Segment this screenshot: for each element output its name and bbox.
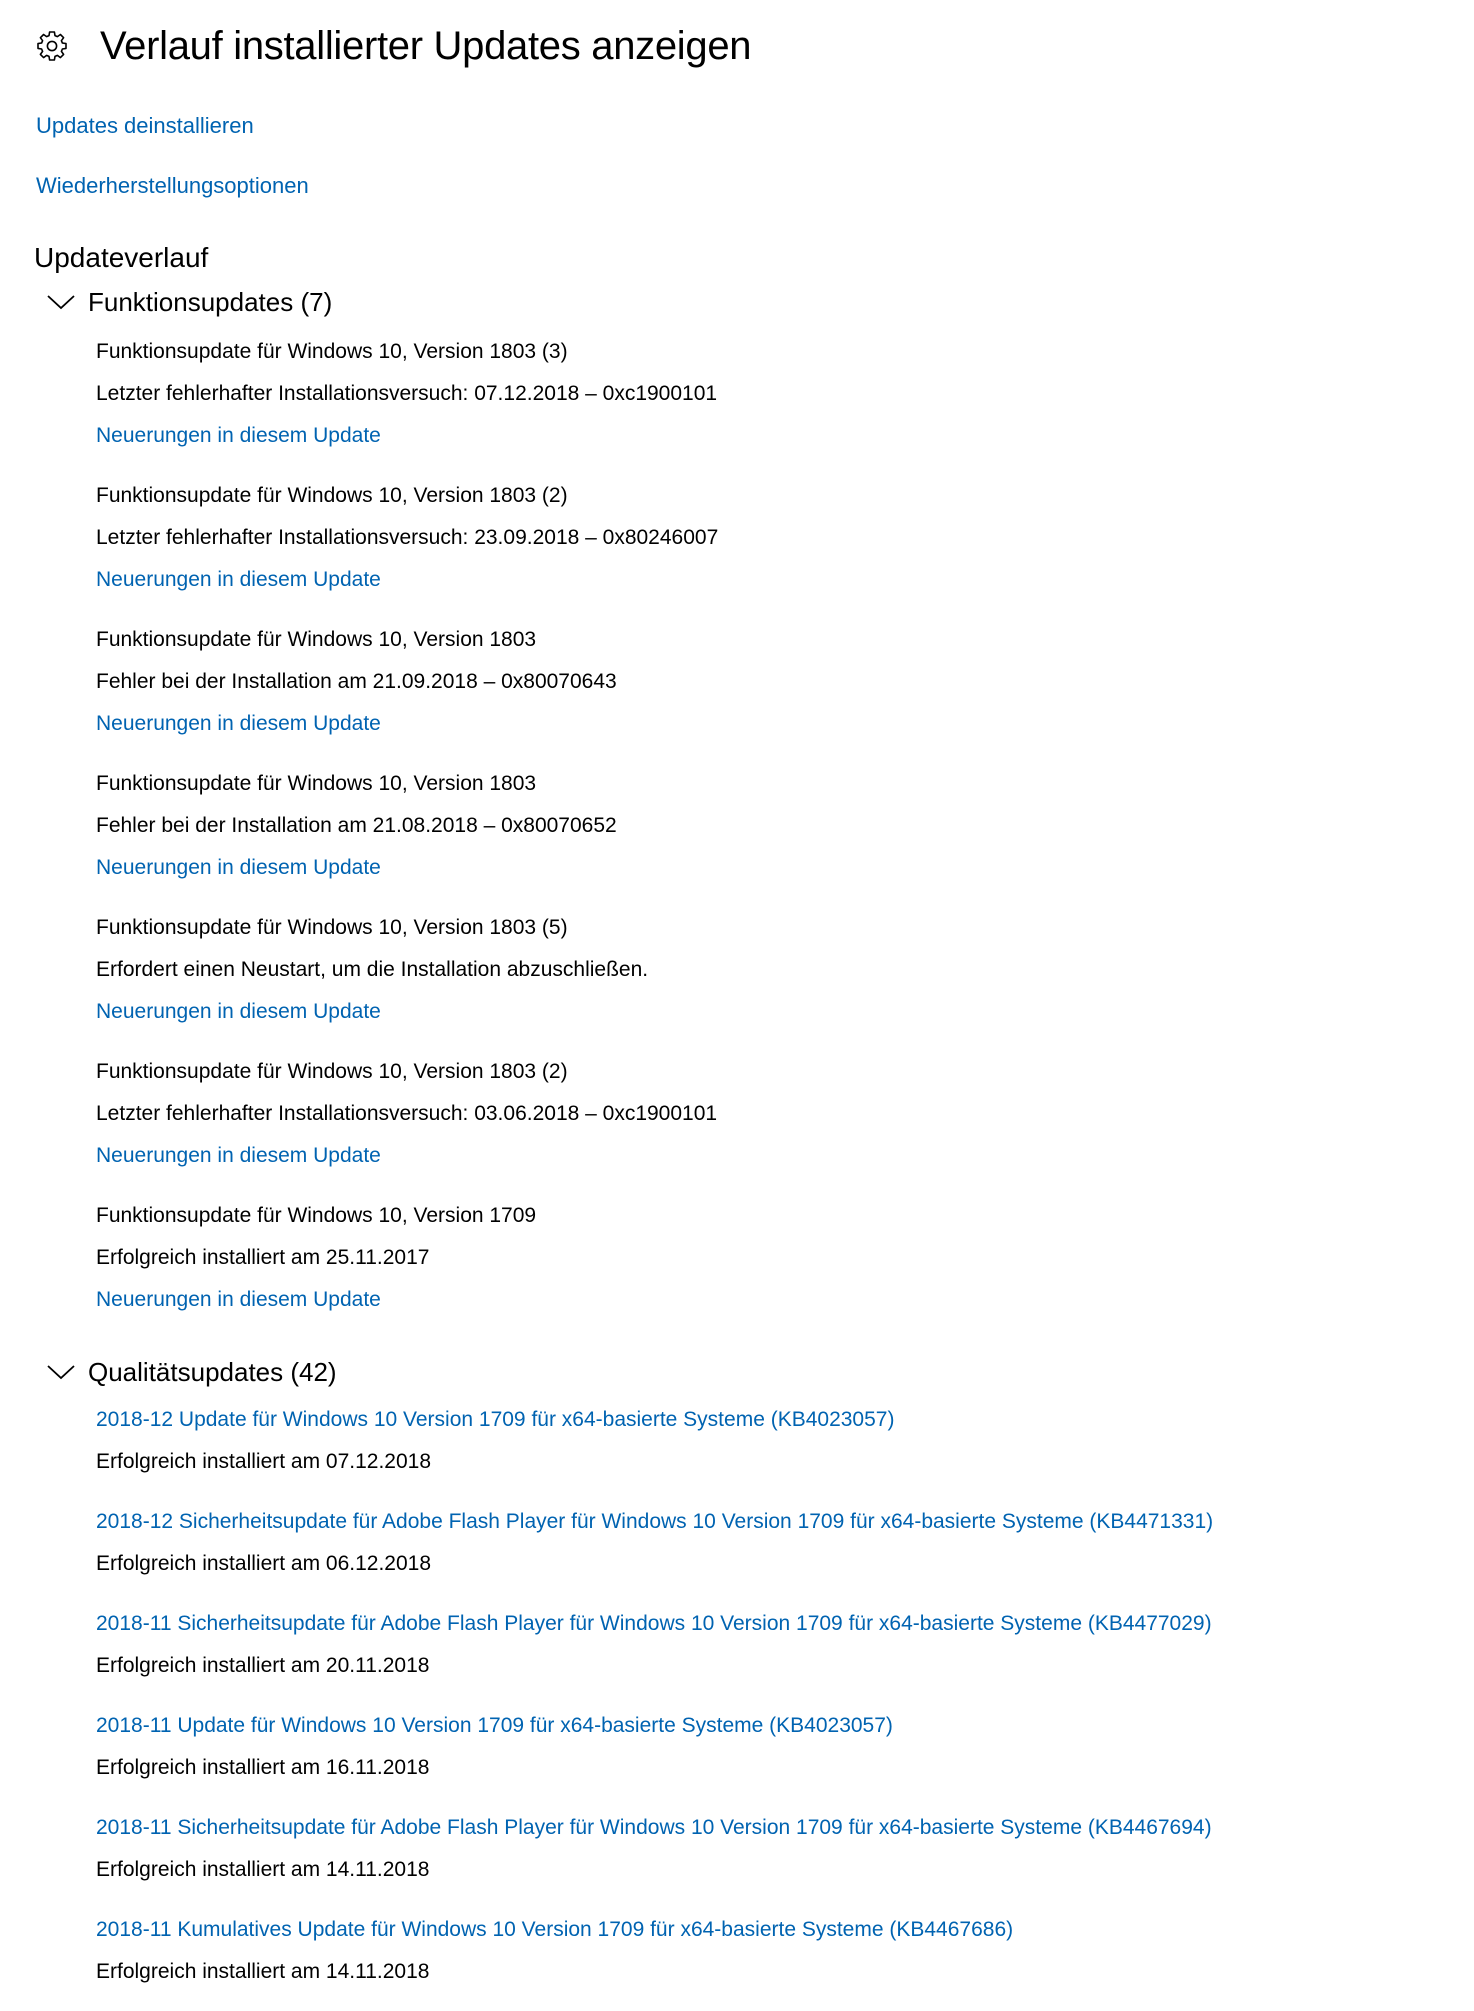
- list-item: [96, 763, 718, 907]
- recovery-options-link[interactable]: Wiederherstellungsoptionen: [36, 173, 309, 198]
- update-status: Erfolgreich installiert am 14.11.2018: [96, 1960, 430, 1983]
- update-status: Letzter fehlerhafter Installationsversuch: 23.09.2018 – 0x80246007: [96, 526, 719, 549]
- update-status: Erfolgreich installiert am 16.11.2018: [96, 1756, 430, 1779]
- whats-new-link[interactable]: Neuerungen in diesem Update: [96, 1288, 381, 1311]
- list-item: [96, 1195, 718, 1339]
- update-name: Funktionsupdate für Windows 10, Version 1803 (2): [96, 484, 568, 507]
- update-link[interactable]: 2018-11 Kumulatives Update für Windows 10 Version 1709 für x64-basierte Systeme (KB4467686): [96, 1918, 1014, 1941]
- update-link[interactable]: 2018-11 Sicherheitsupdate für Adobe Flash Player für Windows 10 Version 1709 für x64-basierte Systeme (KB4477029): [96, 1612, 1212, 1635]
- update-name: Funktionsupdate für Windows 10, Version 1803 (2): [96, 1060, 568, 1083]
- quality-updates-toggle[interactable]: [46, 1355, 337, 1389]
- whats-new-link[interactable]: Neuerungen in diesem Update: [96, 1000, 381, 1023]
- chevron-down-icon: [46, 293, 76, 311]
- list-item: [96, 1501, 1213, 1603]
- list-item: [96, 331, 718, 475]
- list-item: [96, 1909, 1213, 2011]
- update-link[interactable]: 2018-11 Update für Windows 10 Version 1709 für x64-basierte Systeme (KB4023057): [96, 1714, 893, 1737]
- update-status: Erfolgreich installiert am 14.11.2018: [96, 1858, 430, 1881]
- list-item: [96, 907, 718, 1051]
- whats-new-link[interactable]: Neuerungen in diesem Update: [96, 856, 381, 879]
- update-status: Erfordert einen Neustart, um die Installation abzuschließen.: [96, 958, 649, 981]
- update-name: Funktionsupdate für Windows 10, Version 1803: [96, 628, 537, 651]
- page-title: Verlauf installierter Updates anzeigen: [100, 23, 752, 68]
- list-item: [96, 1399, 1213, 1501]
- quality-updates-label: Qualitätsupdates (42): [88, 1357, 337, 1387]
- list-item: [96, 475, 718, 619]
- update-status: Erfolgreich installiert am 20.11.2018: [96, 1654, 430, 1677]
- update-status: Fehler bei der Installation am 21.08.2018 – 0x80070652: [96, 814, 617, 837]
- list-item: [96, 1051, 718, 1195]
- update-name: Funktionsupdate für Windows 10, Version 1709: [96, 1204, 537, 1227]
- update-link[interactable]: 2018-12 Update für Windows 10 Version 1709 für x64-basierte Systeme (KB4023057): [96, 1408, 895, 1431]
- gear-icon: [36, 30, 68, 62]
- update-name: Funktionsupdate für Windows 10, Version 1803: [96, 772, 537, 795]
- update-link[interactable]: 2018-12 Sicherheitsupdate für Adobe Flash Player für Windows 10 Version 1709 für x64-basierte Systeme (KB4471331): [96, 1510, 1214, 1533]
- whats-new-link[interactable]: Neuerungen in diesem Update: [96, 424, 381, 447]
- feature-updates-list: [96, 331, 718, 1339]
- update-name: Funktionsupdate für Windows 10, Version 1803 (3): [96, 340, 568, 363]
- whats-new-link[interactable]: Neuerungen in diesem Update: [96, 1144, 381, 1167]
- list-item: [96, 1705, 1213, 1807]
- update-status: Letzter fehlerhafter Installationsversuch: 03.06.2018 – 0xc1900101: [96, 1102, 718, 1125]
- list-item: [96, 1807, 1213, 1909]
- update-status: Erfolgreich installiert am 06.12.2018: [96, 1552, 432, 1575]
- update-status: Erfolgreich installiert am 25.11.2017: [96, 1246, 430, 1269]
- update-status: Letzter fehlerhafter Installationsversuch: 07.12.2018 – 0xc1900101: [96, 382, 718, 405]
- update-link[interactable]: 2018-11 Sicherheitsupdate für Adobe Flash Player für Windows 10 Version 1709 für x64-basierte Systeme (KB4467694): [96, 1816, 1212, 1839]
- feature-updates-label: Funktionsupdates (7): [88, 287, 333, 317]
- whats-new-link[interactable]: Neuerungen in diesem Update: [96, 568, 381, 591]
- chevron-down-icon: [46, 1363, 76, 1381]
- update-status: Erfolgreich installiert am 07.12.2018: [96, 1450, 432, 1473]
- whats-new-link[interactable]: Neuerungen in diesem Update: [96, 712, 381, 735]
- feature-updates-toggle[interactable]: [46, 285, 332, 319]
- quality-updates-list: [96, 1399, 1213, 2011]
- page-header: [36, 16, 751, 76]
- uninstall-updates-link[interactable]: Updates deinstallieren: [36, 113, 254, 138]
- update-status: Fehler bei der Installation am 21.09.2018 – 0x80070643: [96, 670, 617, 693]
- section-title: Updateverlauf: [34, 242, 209, 273]
- list-item: [96, 1603, 1213, 1705]
- list-item: [96, 619, 718, 763]
- update-name: Funktionsupdate für Windows 10, Version 1803 (5): [96, 916, 568, 939]
